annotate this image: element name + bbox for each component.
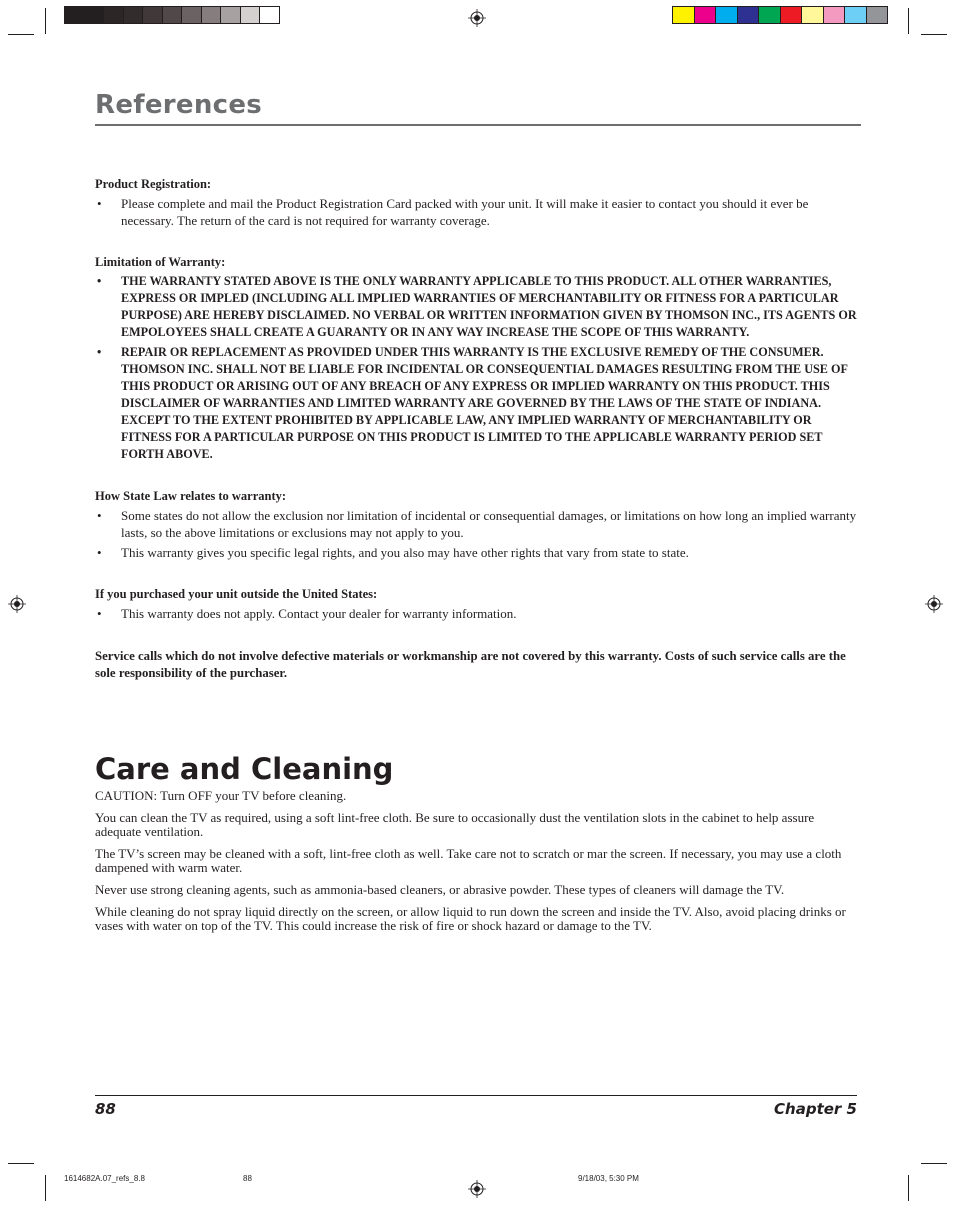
section-state-law <box>95 488 861 561</box>
references-content <box>95 176 861 682</box>
color-swatch <box>673 7 695 23</box>
section-heading: How State Law relates to warranty: <box>95 489 287 503</box>
crop-mark-bottom-left-h <box>8 1163 34 1164</box>
section-heading: Product Registration: <box>95 177 212 191</box>
gray-swatch <box>202 7 222 23</box>
title-rule <box>95 124 861 126</box>
slug-page: 88 <box>243 1174 252 1183</box>
color-swatch <box>802 7 824 23</box>
crop-mark-top-left-v <box>45 8 46 34</box>
gray-swatch <box>182 7 202 23</box>
slug-file: 1614682A.07_refs_8.8 <box>64 1174 145 1183</box>
gray-swatch <box>143 7 163 23</box>
section-limitation-of-warranty <box>95 254 861 463</box>
color-swatch <box>845 7 867 23</box>
grayscale-bar <box>64 6 280 24</box>
care-paragraph: The TV’s screen may be cleaned with a soft, lint-free cloth as well. Take care not to scratch or mar the screen. If necessary, you may use a cloth dampened with warm water. <box>95 846 842 875</box>
gray-swatch <box>85 7 105 23</box>
gray-swatch <box>163 7 183 23</box>
color-swatch <box>759 7 781 23</box>
gray-swatch <box>260 7 279 23</box>
color-swatch <box>867 7 888 23</box>
registration-mark-top-icon <box>468 9 486 27</box>
gray-swatch <box>124 7 144 23</box>
gray-swatch <box>104 7 124 23</box>
gray-swatch <box>65 7 85 23</box>
registration-mark-left-icon <box>8 595 26 613</box>
color-swatch <box>781 7 803 23</box>
list-item: • This warranty does not apply. Contact your dealer for warranty information. <box>97 606 517 621</box>
care-paragraph: You can clean the TV as required, using a soft lint-free cloth. Be sure to occasionally dust the ventilation slots in the cabinet to help assure adequate ventilation. <box>95 810 815 839</box>
gray-swatch <box>241 7 261 23</box>
list-item: • REPAIR OR REPLACEMENT AS PROVIDED UNDER THIS WARRANTY IS THE EXCLUSIVE REMEDY OF THE CONSUMER. THOMSON INC. SHALL NOT BE LIABLE FOR INCIDENTAL OR CONSEQUENTIAL DAMAGES RESULTING FROM THE USE OF THIS PRODUCT OR ARISING OUT OF ANY BREACH OF ANY EXPRESS OR IMPLIED WARRANTY ON THIS PRODUCT. THIS DISCLAIMER OF WARRANTIES AND LIMITED WARRANTY ARE GOVERNED BY THE LAWS OF THE STATE OF INDIANA. EXCEPT TO THE EXTENT PROHIBITED BY APPLICABLE LAW, ANY IMPLIED WARRANTY OF MERCHANTABILITY OR FITNESS FOR A PARTICULAR PURPOSE ON THIS PRODUCT IS LIMITED TO THE APPLICABLE WARRANTY PERIOD SET FORTH ABOVE. <box>97 345 848 461</box>
page-number: 88 <box>95 1100 116 1118</box>
crop-mark-top-left-h <box>8 34 34 35</box>
crop-mark-top-right-h <box>921 34 947 35</box>
registration-mark-right-icon <box>925 595 943 613</box>
color-swatch <box>716 7 738 23</box>
section-heading: Limitation of Warranty: <box>95 255 226 269</box>
section-product-registration <box>95 176 861 229</box>
gray-swatch <box>221 7 241 23</box>
chapter-label: Chapter 5 <box>774 1100 857 1118</box>
registration-mark-bottom-icon <box>468 1180 486 1198</box>
list-item: • Some states do not allow the exclusion nor limitation of incidental or consequential damages, or limitations on how long an implied warranty lasts, so the above limitations or exclusions may not apply to you. <box>97 508 857 540</box>
color-swatch <box>824 7 846 23</box>
list-item: • This warranty gives you specific legal rights, and you also may have other rights that vary from state to state. <box>97 545 689 560</box>
care-paragraph: CAUTION: Turn OFF your TV before cleaning. <box>95 788 347 803</box>
crop-mark-bottom-right-h <box>921 1163 947 1164</box>
slug-timestamp: 9/18/03, 5:30 PM <box>578 1174 639 1183</box>
service-calls-note: Service calls which do not involve defective materials or workmanship are not covered by this warranty. Costs of such service calls are the sole responsibility of the purchaser. <box>95 649 846 680</box>
page-title: References <box>95 90 263 120</box>
color-bar <box>672 6 888 24</box>
crop-mark-bottom-left-v <box>45 1175 46 1201</box>
crop-mark-top-right-v <box>908 8 909 34</box>
list-item: • THE WARRANTY STATED ABOVE IS THE ONLY WARRANTY APPLICABLE TO THIS PRODUCT. ALL OTHER WARRANTIES, EXPRESS OR IMPLED (INCLUDING ALL IMPLIED WARRANTIES OF MERCHANTABILITY OR FITNESS FOR A PARTICULAR PURPOSE) ARE HEREBY DISCLAIMED. NO VERBAL OR WRITTEN INFORMATION GIVEN BY THOMSON INC., ITS AGENTS OR EMPOLOYEES SHALL CREATE A GUARANTY OR IN ANY WAY INCREASE THE SCOPE OF THIS WARRANTY. <box>97 274 857 339</box>
list-item: • Please complete and mail the Product Registration Card packed with your unit. It will make it easier to contact you should it ever be necessary. The return of the card is not required for warranty coverage. <box>97 196 809 228</box>
section-outside-us <box>95 586 861 622</box>
section-heading: If you purchased your unit outside the United States: <box>95 587 378 601</box>
color-swatch <box>695 7 717 23</box>
footer-rule <box>95 1095 857 1096</box>
care-paragraph: Never use strong cleaning agents, such as ammonia-based cleaners, or abrasive powder. These types of cleaners will damage the TV. <box>95 882 785 897</box>
care-content <box>95 789 861 941</box>
color-swatch <box>738 7 760 23</box>
care-title: Care and Cleaning <box>95 752 394 786</box>
care-paragraph: While cleaning do not spray liquid directly on the screen, or allow liquid to run down the screen and inside the TV. Also, avoid placing drinks or vases with water on top of the TV. This could increase the risk of fire or shock hazard or damage to the TV. <box>95 904 846 933</box>
crop-mark-bottom-right-v <box>908 1175 909 1201</box>
